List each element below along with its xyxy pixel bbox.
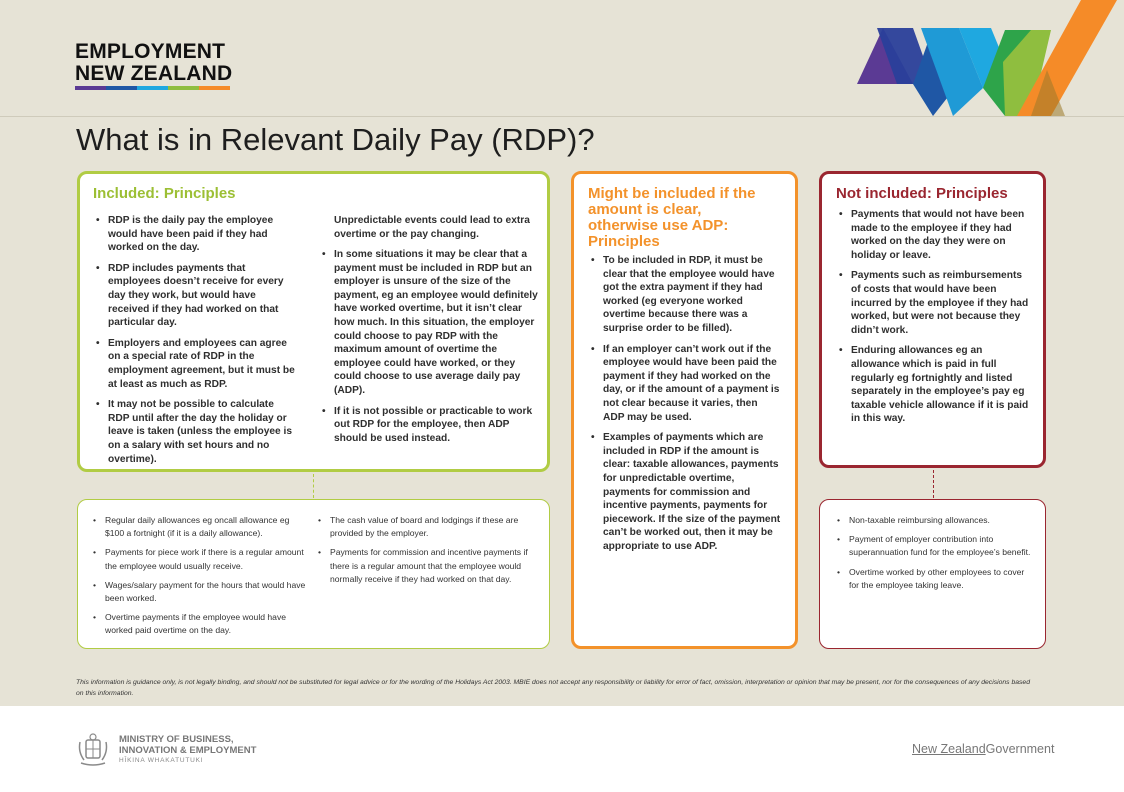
included-principle-item: • It may not be possible to calculate RDP until after the day the holiday or leave is taken (unless the employee is on a salary with set hours and no overtime). bbox=[94, 398, 298, 466]
not-included-principle-item: • Payments that would not have been made to the employee if they had worked on the day they were on holiday or leave. bbox=[837, 208, 1033, 262]
included-examples-col2 bbox=[316, 514, 536, 592]
included-heading: Included: Principles bbox=[93, 185, 236, 202]
disclaimer-text: This information is guidance only, is not legally binding, and should not be substituted for legal advice or for the wording of the Holidays Act 2003. MBIE does not accept any responsibility or liability for error of fact, omission, interpretation or opinion that may be present, nor for the consequences of any decisions based on this information. bbox=[76, 679, 1030, 697]
included-example-item: • Regular daily allowances eg oncall allowance eg $100 a fortnight (if it is a daily allowance). bbox=[91, 514, 309, 540]
included-principle-item: • If it is not possible or practicable to work out RDP for the employee, then ADP should be used instead. bbox=[320, 405, 539, 446]
not-included-principles-list bbox=[837, 208, 1033, 433]
mbie-maori-name: HĪKINA WHAKATUTUKI bbox=[119, 757, 204, 764]
logo-color-bar bbox=[106, 86, 137, 90]
coat-of-arms-icon bbox=[75, 732, 111, 768]
mbie-line-1: MINISTRY OF BUSINESS, bbox=[119, 734, 234, 745]
not-included-example-item: • Payment of employer contribution into superannuation fund for the employee’s benefit. bbox=[835, 533, 1035, 559]
not-included-heading: Not included: Principles bbox=[836, 185, 1008, 202]
included-example-item: • Payments for piece work if there is a regular amount the employee would usually receive. bbox=[91, 546, 309, 572]
mbie-line-2: INNOVATION & EMPLOYMENT bbox=[119, 744, 257, 756]
logo-color-bar bbox=[168, 86, 199, 90]
govt-nz-text: New Zealand bbox=[912, 742, 986, 756]
might-principle-item: • To be included in RDP, it must be clear that the employee would have got the extra payment if they had worked (eg everyone worked overtime because there was a surprise order to be filled). bbox=[589, 254, 781, 336]
included-connector bbox=[313, 474, 314, 498]
logo-color-bar bbox=[199, 86, 230, 90]
logo-color-bar bbox=[137, 86, 168, 90]
included-col2-intro: Unpredictable events could lead to extra overtime or the pay changing. bbox=[334, 215, 530, 240]
included-example-item: • Payments for commission and incentive payments if there is a regular amount that the employee would normally receive if they had worked on that day. bbox=[316, 546, 536, 586]
logo-color-bar bbox=[75, 86, 106, 90]
brand-zigzag-graphic bbox=[855, 0, 1124, 116]
might-principles-list bbox=[589, 254, 781, 560]
included-principle-item: • RDP is the daily pay the employee would have been paid if they had worked on the day. bbox=[94, 214, 298, 255]
might-principle-item: • Examples of payments which are included in RDP if the amount is clear: taxable allowances, payments for unpredictable overtime, payments for commission and incentive payments, payments for piecework. If the size of the payment can’t be worked out, then it may be appropriate to use ADP. bbox=[589, 431, 781, 553]
govt-word-text: Government bbox=[985, 742, 1055, 756]
employment-nz-logo bbox=[75, 41, 232, 85]
included-principle-item: • In some situations it may be clear that a payment must be included in RDP but an employer is unsure of the size of the payment, eg an employee would definitely have worked overtime, but it isn’t clear how much. In this situation, the employer could choose to pay RDP with the maximum amount of overtime the employee could have worked, or they could choose to use average daily pay (ADP). bbox=[320, 248, 539, 398]
mbie-logo bbox=[75, 732, 257, 773]
included-principles-col1 bbox=[94, 214, 298, 473]
not-included-examples-list bbox=[835, 514, 1035, 598]
mbie-name bbox=[119, 735, 319, 767]
logo-color-bars bbox=[75, 86, 230, 90]
not-included-principle-item: • Payments such as reimbursements of costs that would have been incurred by the employee if they had worked, but were not because they didn’t work. bbox=[837, 269, 1033, 337]
might-heading: Might be included if the amount is clear, otherwise use ADP: Principles bbox=[588, 185, 756, 250]
included-example-item: • The cash value of board and lodgings if these are provided by the employer. bbox=[316, 514, 536, 540]
included-example-item: • Overtime payments if the employee would have worked paid overtime on the day. bbox=[91, 611, 309, 637]
included-examples-col1 bbox=[91, 514, 309, 644]
not-included-example-item: • Overtime worked by other employees to cover for the employee taking leave. bbox=[835, 566, 1035, 592]
included-example-item: • Wages/salary payment for the hours that would have been worked. bbox=[91, 579, 309, 605]
nz-government-logo bbox=[912, 742, 1054, 756]
not-included-connector bbox=[933, 470, 934, 498]
not-included-example-item: • Non-taxable reimbursing allowances. bbox=[835, 514, 1035, 527]
included-principle-item: • RDP includes payments that employees doesn’t receive for every day they work, but would have received if they had worked on that particular day. bbox=[94, 262, 298, 330]
page-title: What is in Relevant Daily Pay (RDP)? bbox=[76, 122, 595, 157]
might-principle-item: • If an employer can’t work out if the employee would have been paid the payment if they had worked on the day, or if the amount of a payment is not clear because it varies, then ADP may be used. bbox=[589, 343, 781, 425]
included-principles-col2 bbox=[320, 248, 539, 452]
logo-line-1: EMPLOYMENT bbox=[75, 40, 226, 63]
logo-line-2: NEW ZEALAND bbox=[75, 62, 233, 85]
not-included-principle-item: • Enduring allowances eg an allowance which is paid in full regularly eg fortnightly and listed separately in the employee’s pay eg taxable vehicle allowance if it is paid in this way. bbox=[837, 344, 1033, 426]
included-principle-item: • Employers and employees can agree on a special rate of RDP in the employment agreement, but it must be at least as much as RDP. bbox=[94, 337, 298, 391]
